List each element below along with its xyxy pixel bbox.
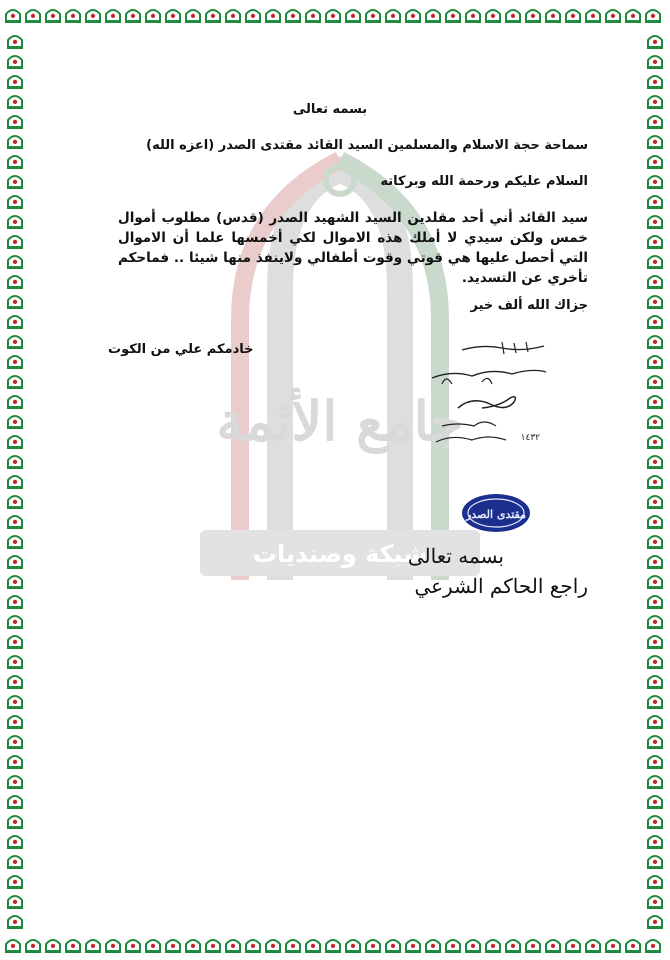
border-ornament bbox=[106, 10, 120, 22]
border-ornament bbox=[8, 476, 22, 488]
border-ornament bbox=[526, 940, 540, 952]
border-ornament bbox=[86, 940, 100, 952]
border-ornament bbox=[648, 436, 662, 448]
reply-basmala: بسمه تعالى bbox=[407, 544, 504, 568]
border-ornament bbox=[8, 856, 22, 868]
border-ornament bbox=[648, 916, 662, 928]
border-ornament bbox=[8, 196, 22, 208]
border-ornament bbox=[166, 10, 180, 22]
border-ornament bbox=[648, 76, 662, 88]
border-ornament bbox=[8, 76, 22, 88]
blue-stamp bbox=[460, 492, 532, 534]
border-ornament bbox=[648, 376, 662, 388]
border-ornament bbox=[486, 10, 500, 22]
watermark-main-text: جامع الأئمة bbox=[216, 389, 464, 453]
border-ornament bbox=[6, 940, 20, 952]
border-ornament bbox=[648, 576, 662, 588]
border-ornament bbox=[626, 940, 640, 952]
border-ornament bbox=[546, 10, 560, 22]
border-ornament bbox=[246, 940, 260, 952]
border-ornament bbox=[8, 396, 22, 408]
border-ornament bbox=[8, 296, 22, 308]
border-ornament bbox=[8, 456, 22, 468]
border-ornament bbox=[466, 940, 480, 952]
border-ornament bbox=[648, 516, 662, 528]
border-ornament bbox=[146, 940, 160, 952]
reply-text: راجع الحاكم الشرعي bbox=[414, 574, 588, 598]
border-ornament bbox=[266, 940, 280, 952]
border-ornament bbox=[486, 940, 500, 952]
border-ornament bbox=[8, 576, 22, 588]
border-ornament bbox=[648, 36, 662, 48]
border-ornament bbox=[8, 896, 22, 908]
border-ornament bbox=[8, 816, 22, 828]
border-ornament bbox=[326, 940, 340, 952]
border-ornament bbox=[8, 776, 22, 788]
border-ornament bbox=[8, 716, 22, 728]
letter-greeting: السلام عليكم ورحمة الله وبركاته bbox=[380, 174, 588, 189]
border-ornament bbox=[8, 56, 22, 68]
border-ornament bbox=[566, 940, 580, 952]
border-ornament bbox=[648, 616, 662, 628]
border-ornament bbox=[8, 336, 22, 348]
border-ornament bbox=[648, 456, 662, 468]
border-ornament bbox=[366, 10, 380, 22]
border-ornament bbox=[426, 940, 440, 952]
border-ornament bbox=[626, 10, 640, 22]
border-ornament bbox=[8, 136, 22, 148]
border-ornament bbox=[8, 316, 22, 328]
border-ornament bbox=[346, 10, 360, 22]
border-ornament bbox=[8, 916, 22, 928]
border-ornament bbox=[386, 10, 400, 22]
border-ornament bbox=[226, 940, 240, 952]
border-ornament bbox=[8, 256, 22, 268]
border-ornament bbox=[648, 136, 662, 148]
border-ornament bbox=[648, 296, 662, 308]
border-ornament bbox=[8, 116, 22, 128]
border-ornament bbox=[406, 940, 420, 952]
border-ornament bbox=[648, 416, 662, 428]
border-ornament bbox=[648, 356, 662, 368]
border-ornament bbox=[606, 10, 620, 22]
border-ornament bbox=[6, 10, 20, 22]
border-ornament bbox=[8, 436, 22, 448]
handwritten-signature bbox=[422, 338, 552, 448]
border-ornament bbox=[648, 556, 662, 568]
border-ornament bbox=[206, 10, 220, 22]
border-ornament bbox=[46, 10, 60, 22]
border-ornament bbox=[648, 56, 662, 68]
border-ornament bbox=[8, 276, 22, 288]
border-ornament bbox=[246, 10, 260, 22]
border-ornament bbox=[386, 940, 400, 952]
border-ornament bbox=[648, 676, 662, 688]
border-ornament bbox=[186, 940, 200, 952]
border-ornament bbox=[648, 236, 662, 248]
border-ornament bbox=[366, 940, 380, 952]
watermark-sub-text: شبكة وصنديات bbox=[252, 540, 428, 568]
border-ornament bbox=[8, 176, 22, 188]
border-ornament bbox=[648, 736, 662, 748]
border-ornament bbox=[186, 10, 200, 22]
border-ornament bbox=[346, 940, 360, 952]
border-ornament bbox=[648, 536, 662, 548]
border-ornament bbox=[326, 10, 340, 22]
border-ornament bbox=[648, 596, 662, 608]
border-ornament bbox=[446, 10, 460, 22]
border-ornament bbox=[648, 896, 662, 908]
border-ornament bbox=[8, 96, 22, 108]
border-ornament bbox=[8, 556, 22, 568]
border-ornament bbox=[8, 236, 22, 248]
border-ornament bbox=[306, 940, 320, 952]
border-ornament bbox=[8, 496, 22, 508]
border-ornament bbox=[648, 476, 662, 488]
border-ornament bbox=[26, 940, 40, 952]
border-ornament bbox=[8, 356, 22, 368]
border-ornament bbox=[86, 10, 100, 22]
border-ornament bbox=[226, 10, 240, 22]
border-ornament bbox=[648, 336, 662, 348]
letter-page bbox=[30, 30, 640, 930]
stamp-text: مقتدى الصدر bbox=[465, 508, 527, 521]
border-ornament bbox=[286, 10, 300, 22]
border-ornament bbox=[506, 940, 520, 952]
decorative-border-right bbox=[640, 30, 670, 930]
border-ornament bbox=[648, 116, 662, 128]
border-ornament bbox=[8, 216, 22, 228]
border-ornament bbox=[648, 216, 662, 228]
border-ornament bbox=[66, 10, 80, 22]
border-ornament bbox=[648, 836, 662, 848]
border-ornament bbox=[646, 10, 660, 22]
decorative-border-top bbox=[0, 0, 670, 30]
border-ornament bbox=[648, 796, 662, 808]
border-ornament bbox=[648, 276, 662, 288]
border-ornament bbox=[506, 10, 520, 22]
border-ornament bbox=[648, 176, 662, 188]
border-ornament bbox=[648, 876, 662, 888]
border-ornament bbox=[406, 10, 420, 22]
letter-sender: خادمكم علي من الكوت bbox=[108, 342, 254, 357]
letter-thanks: جزاك الله ألف خير bbox=[470, 298, 588, 313]
border-ornament bbox=[648, 636, 662, 648]
border-ornament bbox=[648, 656, 662, 668]
border-ornament bbox=[648, 816, 662, 828]
border-ornament bbox=[648, 396, 662, 408]
border-ornament bbox=[26, 10, 40, 22]
border-ornament bbox=[466, 10, 480, 22]
border-ornament bbox=[146, 10, 160, 22]
border-ornament bbox=[446, 940, 460, 952]
letter-basmala: بسمه تعالى bbox=[292, 102, 368, 117]
border-ornament bbox=[8, 796, 22, 808]
border-ornament bbox=[106, 940, 120, 952]
border-ornament bbox=[8, 636, 22, 648]
decorative-border-bottom bbox=[0, 930, 670, 960]
border-ornament bbox=[66, 940, 80, 952]
border-ornament bbox=[8, 516, 22, 528]
border-ornament bbox=[648, 316, 662, 328]
border-ornament bbox=[566, 10, 580, 22]
border-ornament bbox=[586, 10, 600, 22]
border-ornament bbox=[8, 676, 22, 688]
border-ornament bbox=[8, 536, 22, 548]
border-ornament bbox=[648, 496, 662, 508]
border-ornament bbox=[8, 36, 22, 48]
border-ornament bbox=[46, 940, 60, 952]
svg-text:١٤٣٢: ١٤٣٢ bbox=[520, 433, 540, 443]
border-ornament bbox=[648, 756, 662, 768]
border-ornament bbox=[266, 10, 280, 22]
border-ornament bbox=[206, 940, 220, 952]
border-ornament bbox=[606, 940, 620, 952]
border-ornament bbox=[648, 196, 662, 208]
border-ornament bbox=[8, 736, 22, 748]
border-ornament bbox=[648, 156, 662, 168]
border-ornament bbox=[648, 96, 662, 108]
border-ornament bbox=[646, 940, 660, 952]
border-ornament bbox=[8, 836, 22, 848]
border-ornament bbox=[126, 940, 140, 952]
letter-addressee: سماحة حجة الاسلام والمسلمين السيد القائد مقتدى الصدر (اعزه الله) bbox=[146, 138, 588, 153]
border-ornament bbox=[8, 416, 22, 428]
border-ornament bbox=[586, 940, 600, 952]
border-ornament bbox=[526, 10, 540, 22]
decorative-border-left bbox=[0, 30, 30, 930]
border-ornament bbox=[8, 596, 22, 608]
border-ornament bbox=[126, 10, 140, 22]
border-ornament bbox=[8, 876, 22, 888]
letter-body: سيد القائد أني أحد مقلدين السيد الشهيد الصدر (قدس) مطلوب أموال خمس ولكن سيدي لا أملك هذه الاموال لكي أخمسها علما أن الاموال التي أحصل عليها هي قوتي وقوت أطفالي ولاينفذ منها شيئا .. فماحكم تأخري عن التسديد. bbox=[118, 210, 588, 286]
border-ornament bbox=[8, 656, 22, 668]
border-ornament bbox=[648, 716, 662, 728]
border-ornament bbox=[648, 776, 662, 788]
border-ornament bbox=[8, 616, 22, 628]
border-ornament bbox=[648, 856, 662, 868]
border-ornament bbox=[426, 10, 440, 22]
border-ornament bbox=[8, 756, 22, 768]
border-ornament bbox=[8, 376, 22, 388]
border-ornament bbox=[8, 696, 22, 708]
border-ornament bbox=[546, 940, 560, 952]
border-ornament bbox=[648, 696, 662, 708]
border-ornament bbox=[306, 10, 320, 22]
border-ornament bbox=[648, 256, 662, 268]
border-ornament bbox=[166, 940, 180, 952]
border-ornament bbox=[8, 156, 22, 168]
border-ornament bbox=[286, 940, 300, 952]
